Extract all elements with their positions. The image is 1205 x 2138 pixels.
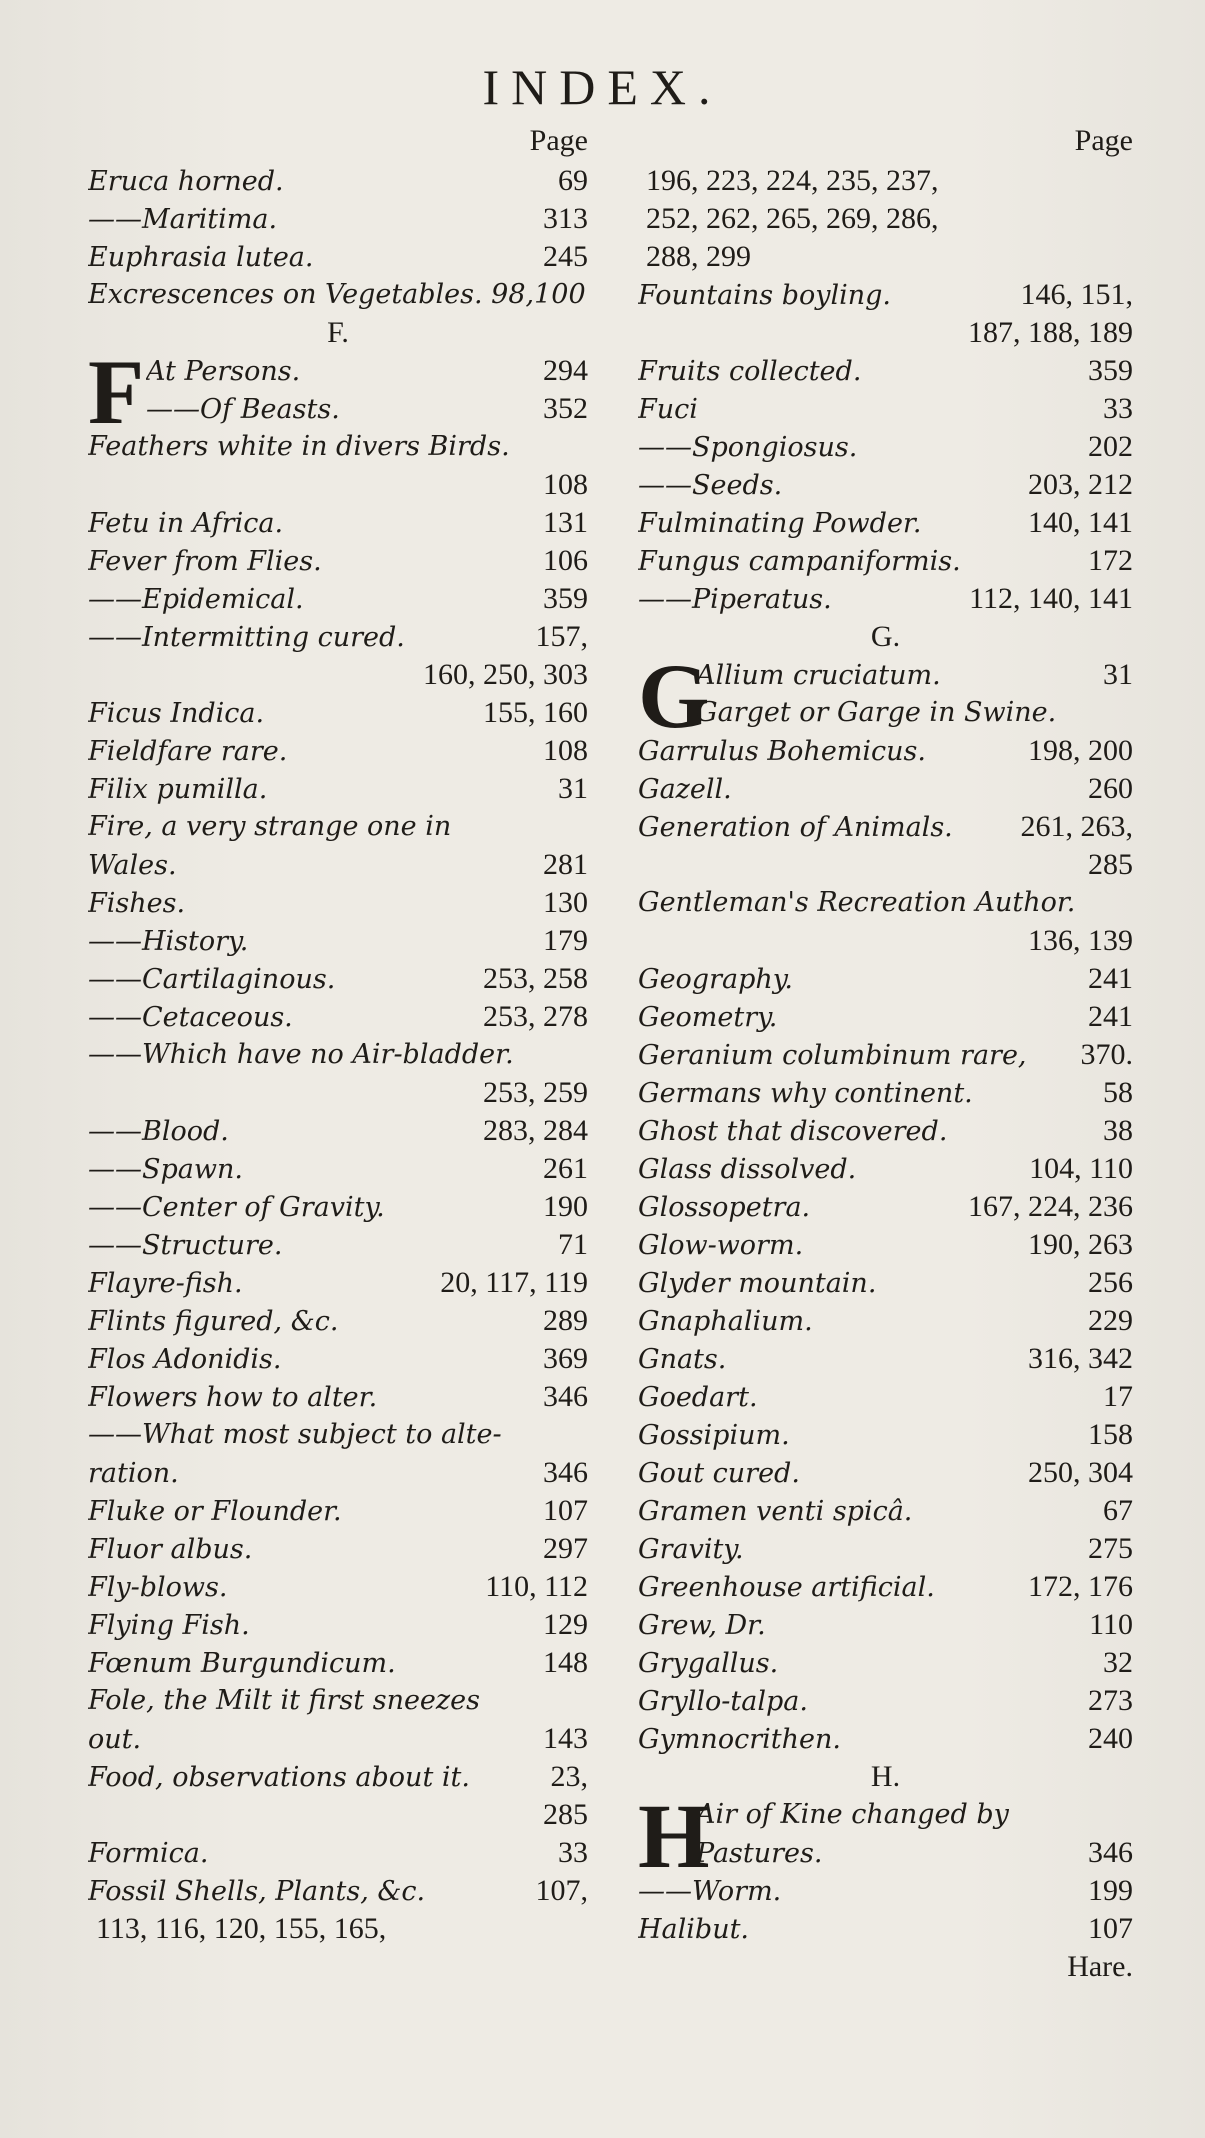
entry-pages: 148	[543, 1646, 588, 1679]
entry-term: Allium cruciatum.	[696, 660, 941, 691]
index-entry	[88, 1568, 588, 1606]
entry-pages: 107	[1088, 1912, 1133, 1945]
entry-pages: 273	[1088, 1684, 1133, 1717]
index-entry	[638, 1454, 1133, 1492]
page-title: INDEX.	[482, 59, 723, 115]
entry-pages: 297	[543, 1532, 588, 1565]
entry-continuation: 160, 250, 303	[423, 658, 588, 691]
index-entry	[638, 998, 1133, 1036]
entry-pages: 112, 140, 141	[969, 582, 1133, 615]
index-entry	[88, 276, 588, 314]
entry-term: ——Worm.	[638, 1876, 782, 1907]
entry-term: Food, observations about it.	[88, 1762, 470, 1793]
index-entry	[638, 1226, 1133, 1264]
entry-term: Fossil Shells, Plants, &c.	[88, 1876, 426, 1907]
entry-term: Gazell.	[638, 774, 732, 805]
index-entry	[88, 1530, 588, 1568]
right-index-list	[638, 162, 1133, 1986]
drop-cap-entry	[638, 645, 1133, 747]
entry-continuation: 288, 299	[646, 240, 751, 273]
entry-term: Generation of Animals.	[638, 812, 953, 843]
index-entry	[638, 1910, 1133, 1948]
index-entry	[638, 1872, 1133, 1910]
entry-term: ——Blood.	[88, 1116, 229, 1147]
index-entry	[146, 352, 588, 390]
index-entry	[638, 960, 1133, 998]
index-entry	[88, 1302, 588, 1340]
entry-term: Glyder mountain.	[638, 1268, 877, 1299]
entry-pages: 346	[543, 1380, 588, 1413]
drop-cap-initial: H	[638, 1785, 710, 1887]
left-index-list	[88, 162, 588, 1948]
index-entry	[696, 656, 1133, 694]
entry-term: Ghost that discovered.	[638, 1116, 948, 1147]
index-entry	[638, 580, 1133, 618]
entry-term: ——Maritima.	[88, 204, 278, 235]
entry-pages: 140, 141	[1028, 506, 1133, 539]
entry-term: Flowers how to alter.	[88, 1382, 378, 1413]
entry-pages: 107,	[535, 1874, 588, 1907]
index-entry	[88, 1188, 588, 1226]
entry-pages: 369	[543, 1342, 588, 1375]
entry-pages: 241	[1088, 1000, 1133, 1033]
entry-pages: 129	[543, 1608, 588, 1641]
index-entry	[696, 694, 1133, 732]
entry-term: Fountains boyling.	[638, 280, 892, 311]
entry-term: Fieldfare rare.	[88, 736, 288, 767]
entry-term: Glossopetra.	[638, 1192, 811, 1223]
index-entry	[88, 770, 588, 808]
entry-pages: 289	[543, 1304, 588, 1337]
index-entry	[638, 770, 1133, 808]
index-entry	[88, 1644, 588, 1682]
entry-term: ——Spawn.	[88, 1154, 243, 1185]
entry-pages: 253, 278	[483, 1000, 588, 1033]
entry-pages: 179	[543, 924, 588, 957]
index-entry	[88, 1226, 588, 1264]
index-entry	[88, 1682, 588, 1720]
entry-continuation: 136, 139	[1028, 924, 1133, 957]
index-entry	[88, 504, 588, 542]
entry-term: ——History.	[88, 926, 249, 957]
entry-term: Gentleman's Recreation Author.	[638, 887, 1076, 918]
entry-term: Fungus campaniformis.	[638, 546, 961, 577]
index-entry	[88, 846, 588, 884]
entry-pages: 346	[1088, 1836, 1133, 1869]
entry-pages: 167, 224, 236	[968, 1190, 1133, 1223]
page-column-label: Page	[1074, 124, 1133, 157]
entry-pages: 198, 200	[1028, 734, 1133, 767]
entry-term: Garget or Garge in Swine.	[696, 697, 1057, 728]
entry-pages: 131	[543, 506, 588, 539]
entry-pages: 294	[543, 354, 588, 387]
entry-pages: 71	[558, 1228, 588, 1261]
index-entry	[146, 390, 588, 428]
entry-continuation: 108	[543, 468, 588, 501]
section-letter: G.	[870, 620, 901, 653]
entry-continuation: 252, 262, 265, 269, 286,	[646, 202, 939, 235]
entry-pages: 110	[1089, 1608, 1133, 1641]
drop-cap-entry	[88, 341, 588, 443]
index-entry	[638, 1606, 1133, 1644]
index-entry	[638, 1644, 1133, 1682]
entry-term: Germans why continent.	[638, 1078, 973, 1109]
entry-pages: 190, 263	[1028, 1228, 1133, 1261]
entry-pages: 143	[543, 1722, 588, 1755]
entry-term: ——Epidemical.	[88, 584, 304, 615]
index-entry	[638, 504, 1133, 542]
index-entry	[638, 1378, 1133, 1416]
index-entry	[696, 1834, 1133, 1872]
entry-pages: 281	[543, 848, 588, 881]
index-entry	[638, 1036, 1133, 1074]
index-entry	[88, 960, 588, 998]
left-column	[88, 120, 588, 1948]
entry-term: Gnats.	[638, 1344, 727, 1375]
entry-term: ——Intermitting cured.	[88, 622, 405, 653]
entry-term: Fulminating Powder.	[638, 508, 922, 539]
index-entry	[88, 542, 588, 580]
entry-term: Fever from Flies.	[88, 546, 322, 577]
entry-term: Flying Fish.	[88, 1610, 250, 1641]
entry-pages: 240	[1088, 1722, 1133, 1755]
index-entry	[638, 428, 1133, 466]
entry-pages: 260	[1088, 772, 1133, 805]
entry-term: Gossipium.	[638, 1420, 790, 1451]
entry-pages: 245	[543, 240, 588, 273]
entry-pages: 157,	[535, 620, 588, 653]
entry-term: Grygallus.	[638, 1648, 779, 1679]
index-entry	[88, 922, 588, 960]
entry-term: Goedart.	[638, 1382, 758, 1413]
drop-cap-initial: G	[638, 645, 710, 747]
section-letter: H.	[870, 1760, 901, 1793]
entry-pages: 31	[558, 772, 588, 805]
entry-pages: 261	[543, 1152, 588, 1185]
entry-term: Feathers white in divers Birds.	[88, 431, 510, 462]
entry-pages: 352	[543, 392, 588, 425]
entry-pages: 58	[1103, 1076, 1133, 1109]
entry-term: ——Which have no Air-bladder.	[88, 1039, 514, 1070]
entry-pages: 32	[1103, 1646, 1133, 1679]
index-entry	[88, 1416, 588, 1454]
index-entry	[638, 390, 1133, 428]
entry-pages: 256	[1088, 1266, 1133, 1299]
entry-pages: 346	[543, 1456, 588, 1489]
entry-pages: 38	[1103, 1114, 1133, 1147]
entry-term: Fetu in Africa.	[88, 508, 284, 539]
index-entry	[88, 1872, 588, 1910]
section-letter: F.	[327, 316, 349, 349]
entry-term: Wales.	[88, 850, 177, 881]
entry-term: Halibut.	[638, 1914, 750, 1945]
entry-term: Flints figured, &c.	[88, 1306, 339, 1337]
entry-pages: 104, 110	[1029, 1152, 1133, 1185]
entry-pages: 283, 284	[483, 1114, 588, 1147]
entry-term: ——Spongiosus.	[638, 432, 858, 463]
entry-term: ——Cetaceous.	[88, 1002, 293, 1033]
entry-term: Eruca horned.	[88, 166, 284, 197]
index-entry	[638, 352, 1133, 390]
index-entry	[638, 1264, 1133, 1302]
entry-term: At Persons.	[146, 356, 301, 387]
index-entry	[638, 1302, 1133, 1340]
entry-pages: 108	[543, 734, 588, 767]
entry-term: Excrescences on Vegetables. 98,100	[88, 279, 586, 310]
index-entry	[88, 618, 588, 656]
entry-pages: 370.	[1080, 1038, 1133, 1071]
entry-pages: 33	[558, 1836, 588, 1869]
entry-pages: 69	[558, 164, 588, 197]
entry-term: Euphrasia lutea.	[88, 242, 314, 273]
entry-term: Fire, a very strange one in	[88, 811, 452, 842]
entry-pages: 261, 263,	[1020, 810, 1133, 843]
index-entry	[88, 1150, 588, 1188]
index-entry	[88, 1454, 588, 1492]
index-entry	[88, 1720, 588, 1758]
entry-term: Glow-worm.	[638, 1230, 804, 1261]
index-entry	[88, 1834, 588, 1872]
entry-pages: 253, 258	[483, 962, 588, 995]
index-entry	[638, 808, 1133, 846]
index-entry	[638, 1416, 1133, 1454]
entry-term: Fole, the Milt it first sneezes	[88, 1685, 480, 1716]
entry-pages: 172	[1088, 544, 1133, 577]
entry-pages: 203, 212	[1028, 468, 1133, 501]
entry-term: Formica.	[88, 1838, 209, 1869]
index-entry	[638, 732, 1133, 770]
entry-term: Gout cured.	[638, 1458, 800, 1489]
index-entry	[88, 1340, 588, 1378]
index-entry	[638, 1340, 1133, 1378]
entry-term: Geranium columbinum rare,	[638, 1040, 1027, 1071]
index-entry	[88, 1378, 588, 1416]
index-entry	[696, 1796, 1133, 1834]
entry-term: Fly-blows.	[88, 1572, 228, 1603]
entry-term: Geometry.	[638, 1002, 778, 1033]
entry-pages: 241	[1088, 962, 1133, 995]
entry-term: Fluke or Flounder.	[88, 1496, 342, 1527]
index-entry	[638, 1568, 1133, 1606]
entry-term: Grew, Dr.	[638, 1610, 766, 1641]
entry-term: Glass dissolved.	[638, 1154, 857, 1185]
entry-pages: 23,	[550, 1760, 588, 1793]
entry-term: Gryllo-talpa.	[638, 1686, 808, 1717]
entry-term: ——Seeds.	[638, 470, 783, 501]
entry-continuation: 285	[1088, 848, 1133, 881]
index-entry	[638, 1530, 1133, 1568]
entry-pages: 158	[1088, 1418, 1133, 1451]
index-entry	[638, 1112, 1133, 1150]
entry-pages: 107	[543, 1494, 588, 1527]
entry-pages: 190	[543, 1190, 588, 1223]
entry-pages: 67	[1103, 1494, 1133, 1527]
entry-term: Filix pumilla.	[88, 774, 268, 805]
entry-term: Fruits collected.	[638, 356, 862, 387]
index-entry	[88, 1264, 588, 1302]
index-entry	[88, 428, 588, 466]
index-entry	[638, 466, 1133, 504]
entry-pages: 359	[1088, 354, 1133, 387]
entry-continuation: 196, 223, 224, 235, 237,	[646, 164, 939, 197]
entry-term: ——Structure.	[88, 1230, 283, 1261]
page-column-label: Page	[529, 124, 588, 157]
index-entry	[638, 1150, 1133, 1188]
entry-pages: 199	[1088, 1874, 1133, 1907]
entry-pages: 172, 176	[1028, 1570, 1133, 1603]
entry-pages: 31	[1103, 658, 1133, 691]
index-entry	[88, 1036, 588, 1074]
index-entry	[638, 542, 1133, 580]
index-entry	[88, 694, 588, 732]
entry-pages: 130	[543, 886, 588, 919]
entry-term: Fœnum Burgundicum.	[88, 1648, 396, 1679]
entry-pages: 20, 117, 119	[440, 1266, 588, 1299]
index-entry	[88, 580, 588, 618]
entry-term: Gnaphalium.	[638, 1306, 813, 1337]
entry-continuation: 253, 259	[483, 1076, 588, 1109]
entry-term: ——Center of Gravity.	[88, 1192, 385, 1223]
entry-pages: 229	[1088, 1304, 1133, 1337]
entry-pages: 313	[543, 202, 588, 235]
entry-pages: 275	[1088, 1532, 1133, 1565]
entry-term: Fluor albus.	[88, 1534, 253, 1565]
entry-term: ration.	[88, 1458, 179, 1489]
drop-cap-initial: F	[88, 341, 145, 443]
entry-pages: 146, 151,	[1020, 278, 1133, 311]
index-entry	[88, 200, 588, 238]
entry-term: Flos Adonidis.	[88, 1344, 282, 1375]
index-entry	[638, 1720, 1133, 1758]
entry-pages: 202	[1088, 430, 1133, 463]
index-entry	[638, 884, 1133, 922]
index-entry	[638, 1682, 1133, 1720]
entry-term: Greenhouse artificial.	[638, 1572, 935, 1603]
index-entry	[88, 1492, 588, 1530]
right-column	[638, 120, 1133, 1986]
entry-continuation: 187, 188, 189	[968, 316, 1133, 349]
entry-term: Fuci	[638, 394, 698, 425]
entry-term: ——Piperatus.	[638, 584, 832, 615]
entry-pages: 359	[543, 582, 588, 615]
entry-term: Flayre-fish.	[88, 1268, 243, 1299]
index-entry	[638, 1188, 1133, 1226]
index-entry	[88, 808, 588, 846]
entry-term: Gravity.	[638, 1534, 744, 1565]
drop-cap-entry	[638, 1785, 1133, 1887]
entry-continuation: 113, 116, 120, 155, 165,	[96, 1912, 387, 1945]
entry-term: ——Of Beasts.	[146, 394, 340, 425]
entry-term: Gramen venti spicâ.	[638, 1496, 913, 1527]
index-entry	[638, 1492, 1133, 1530]
index-entry	[88, 998, 588, 1036]
entry-term: ——What most subject to alte-	[88, 1419, 502, 1450]
index-entry	[88, 1606, 588, 1644]
entry-term: Ficus Indica.	[88, 698, 265, 729]
entry-continuation: Hare.	[1067, 1950, 1133, 1983]
index-entry	[88, 732, 588, 770]
index-entry	[638, 276, 1133, 314]
entry-term: ——Cartilaginous.	[88, 964, 336, 995]
entry-pages: 17	[1103, 1380, 1133, 1413]
entry-pages: 106	[543, 544, 588, 577]
index-entry	[638, 1074, 1133, 1112]
entry-pages: 33	[1103, 392, 1133, 425]
entry-continuation: 285	[543, 1798, 588, 1831]
entry-term: Garrulus Bohemicus.	[638, 736, 926, 767]
entry-term: Geography.	[638, 964, 794, 995]
entry-term: Fishes.	[88, 888, 186, 919]
index-entry	[88, 1758, 588, 1796]
entry-term: Air of Kine changed by	[696, 1799, 1009, 1830]
index-entry	[88, 162, 588, 200]
index-entry	[88, 238, 588, 276]
entry-term: Gymnocrithen.	[638, 1724, 841, 1755]
entry-pages: 316, 342	[1028, 1342, 1133, 1375]
entry-pages: 110, 112	[485, 1570, 588, 1603]
entry-pages: 155, 160	[483, 696, 588, 729]
entry-term: out.	[88, 1724, 142, 1755]
entry-pages: 250, 304	[1028, 1456, 1133, 1489]
index-entry	[88, 884, 588, 922]
index-entry	[88, 1112, 588, 1150]
entry-term: Pastures.	[696, 1838, 823, 1869]
